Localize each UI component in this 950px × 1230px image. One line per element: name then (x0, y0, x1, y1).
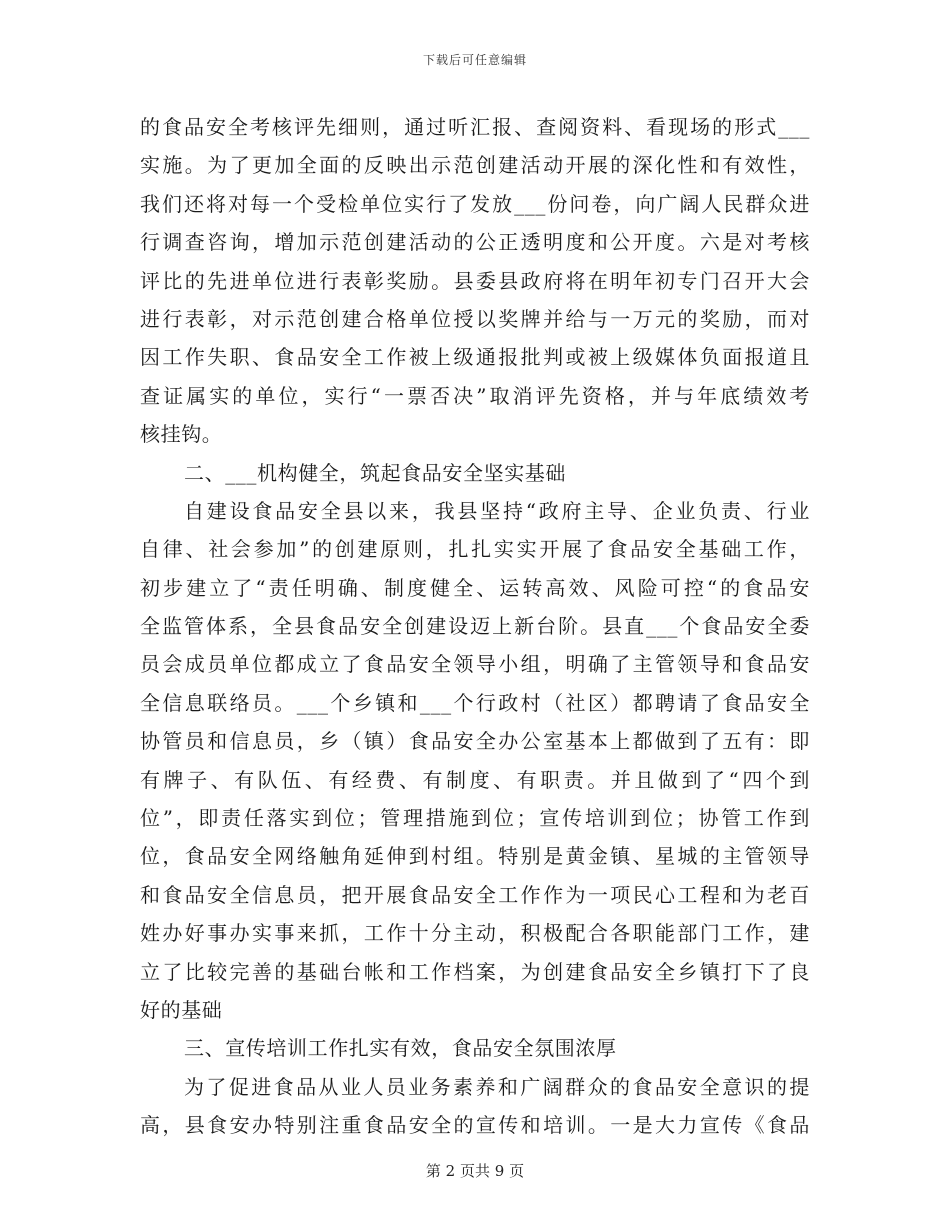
text-line: 自律、社会参加”的创建原则，扎扎实实开展了食品安全基础工作， (140, 537, 810, 562)
text-line: 全信息联络员。___个乡镇和___个行政村（社区）都聘请了食品安全 (140, 690, 810, 715)
text-line: 核挂钩。 (140, 422, 223, 447)
text-line: 实施。为了更加全面的反映出示范创建活动开展的深化性和有效性， (140, 153, 810, 178)
section-heading: 二、___机构健全，筑起食品安全坚实基础 (184, 460, 566, 485)
text-line: 员会成员单位都成立了食品安全领导小组，明确了主管领导和食品安 (140, 652, 810, 677)
text-line: 姓办好事办实事来抓，工作十分主动，积极配合各职能部门工作，建 (140, 921, 810, 946)
page-footer: 第 2 页共 9 页 (425, 1162, 525, 1180)
text-line: 全监管体系，全县食品安全创建设迈上新台阶。县直___个食品安全委 (140, 614, 810, 639)
text-line: 有牌子、有队伍、有经费、有制度、有职责。并且做到了“四个到 (140, 767, 810, 792)
text-line: 为了促进食品从业人员业务素养和广阔群众的食品安全意识的提 (184, 1074, 810, 1099)
document-body (140, 108, 810, 1145)
text-line: 位，食品安全网络触角延伸到村组。特别是黄金镇、星城的主管领导 (140, 844, 810, 869)
text-line: 协管员和信息员，乡（镇）食品安全办公室基本上都做到了五有：即 (140, 729, 810, 754)
text-line: 我们还将对每一个受检单位实行了发放___份问卷，向广阔人民群众进 (140, 191, 810, 216)
text-line: 的食品安全考核评先细则，通过听汇报、查阅资料、看现场的形式___ (140, 115, 810, 139)
page-header: 下载后可任意编辑 (422, 53, 527, 67)
text-line: 立了比较完善的基础台帐和工作档案，为创建食品安全乡镇打下了良 (140, 959, 810, 984)
text-line: 和食品安全信息员，把开展食品安全工作作为一项民心工程和为老百 (140, 882, 810, 907)
text-line: 因工作失职、食品安全工作被上级通报批判或被上级媒体负面报道且 (140, 345, 810, 370)
text-line: 自建设食品安全县以来，我县坚持“政府主导、企业负责、行业 (184, 498, 810, 523)
text-line: 位”，即责任落实到位；管理措施到位；宣传培训到位；协管工作到 (140, 806, 810, 831)
text-line: 查证属实的单位，实行“一票否决”取消评先资格，并与年底绩效考 (140, 383, 810, 408)
text-line: 好的基础 (140, 997, 223, 1022)
section-heading: 三、宣传培训工作扎实有效，食品安全氛围浓厚 (184, 1036, 617, 1061)
text-line: 初步建立了“责任明确、制度健全、运转高效、风险可控“的食品安 (140, 575, 810, 600)
text-line: 行调查咨询，增加示范创建活动的公正透明度和公开度。六是对考核 (140, 230, 810, 255)
text-line: 评比的先进单位进行表彰奖励。县委县政府将在明年初专门召开大会 (140, 268, 810, 293)
text-line: 进行表彰，对示范创建合格单位授以奖牌并给与一万元的奖励，而对 (140, 306, 810, 331)
text-line: 高，县食安办特别注重食品安全的宣传和培训。一是大力宣传《食品 (140, 1113, 810, 1138)
